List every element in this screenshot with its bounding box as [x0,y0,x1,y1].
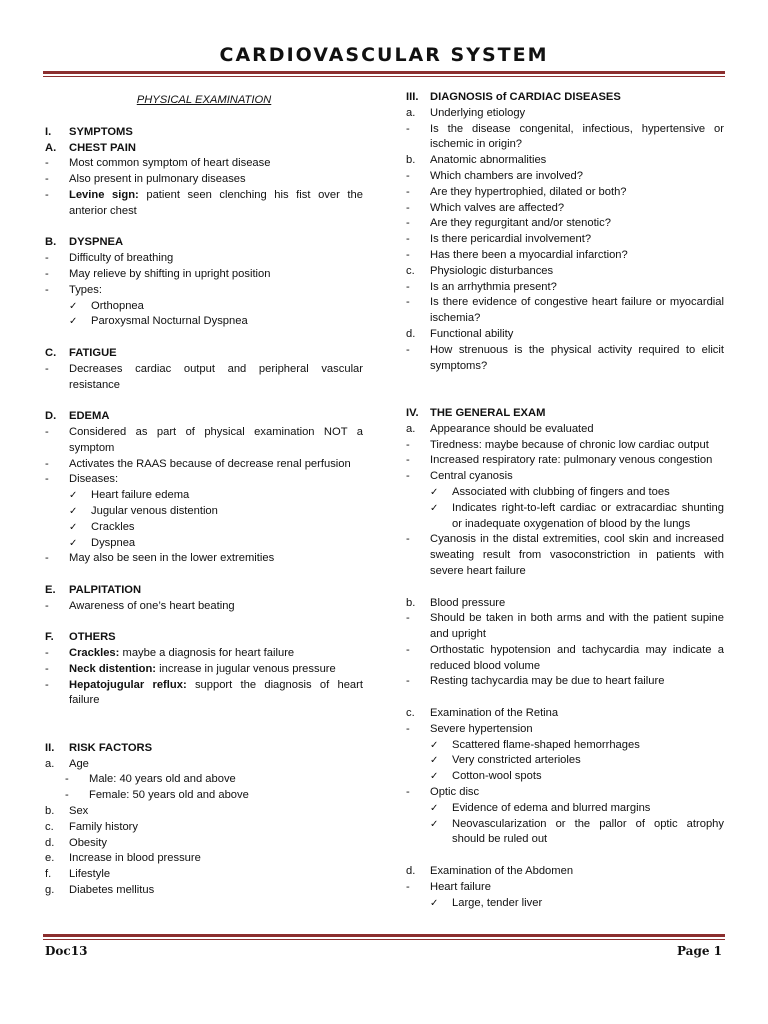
list-item: - Resting tachycardia may be due to heart failure [406,675,665,688]
list-item: - Severe hypertension [406,722,533,735]
check-icon: ✓ [430,502,439,514]
list-item: - Types: [45,283,102,296]
list-item: e. Increase in blood pressure [45,852,201,865]
list-item: b. Sex [45,805,89,818]
list-item: - Is there pericardial involvement? [406,233,592,246]
list-item: - Should be taken in both arms and with the patient supine and upright [406,612,724,641]
header-rule-thin [43,76,725,77]
list-item: - Hepatojugular reflux: support the diagnosis of heart failure [45,678,363,707]
check-icon: ✓ [430,739,439,751]
footer-rule-thin [43,939,725,940]
list-item: g. Diabetes mellitus [45,884,155,897]
left-column [45,90,363,899]
heading-dyspnea: B. DYSPNEA [45,236,124,249]
checklist-item: ✓ Heart failure edema [45,488,363,504]
checklist-item: ✓ Evidence of edema and blurred margins [406,801,724,817]
check-icon: ✓ [69,490,78,502]
check-icon: ✓ [430,755,439,767]
list-item: b. Anatomic abnormalities [406,154,547,167]
check-icon: ✓ [430,486,439,498]
list-item: - Are they hypertrophied, dilated or both? [406,185,627,198]
heading-diagnosis: III. DIAGNOSIS of CARDIAC DISEASES [406,91,621,103]
heading-fatigue: C. FATIGUE [45,346,117,359]
list-item: a. Underlying etiology [406,106,526,119]
list-item: - Most common symptom of heart disease [45,157,271,170]
checklist-item: ✓ Scattered flame-shaped hemorrhages [406,738,724,754]
list-item: - May also be seen in the lower extremities [45,552,275,565]
list-item: d. Examination of the Abdomen [406,865,574,878]
heading-risk-factors: II. RISK FACTORS [45,741,153,754]
check-icon: ✓ [69,300,78,312]
check-icon: ✓ [430,802,439,814]
list-item: - Also present in pulmonary diseases [45,173,246,186]
list-item: b. Blood pressure [406,596,506,609]
list-item: - Female: 50 years old and above [65,789,249,802]
heading-edema: D. EDEMA [45,410,110,423]
list-item: - Considered as part of physical examination NOT a symptom [45,425,363,454]
list-item: - May relieve by shifting in upright position [45,267,271,280]
list-item: - Neck distention: increase in jugular venous pressure [45,662,336,675]
list-item: - Tiredness: maybe because of chronic low cardiac output [406,438,709,451]
list-item: - Has there been a myocardial infarction? [406,248,628,261]
list-item: - Optic disc [406,786,480,799]
heading-general-exam: IV. THE GENERAL EXAM [406,406,546,419]
list-item: - Crackles: maybe a diagnosis for heart failure [45,647,295,660]
list-item: - Decreases cardiac output and peripheral vascular resistance [45,362,363,391]
check-icon: ✓ [430,818,439,830]
list-item: d. Functional ability [406,327,514,340]
list-item: - Heart failure [406,880,491,893]
footer-page-number: Page 1 [676,944,722,958]
list-item: - Activates the RAAS because of decrease renal perfusion [45,457,351,470]
checklist-item: ✓ Paroxysmal Nocturnal Dyspnea [45,314,363,330]
right-column [406,90,724,911]
list-item: - Difficulty of breathing [45,252,174,265]
list-item: f. Lifestyle [45,868,111,881]
check-icon: ✓ [69,537,78,549]
list-item: - Is there evidence of congestive heart failure or myocardial ischemia? [406,296,724,325]
list-item: - Is the disease congenital, infectious, hypertensive or ischemic in origin? [406,122,724,151]
heading-others: F. OTHERS [45,631,116,644]
checklist-item: ✓ Orthopnea [45,299,363,315]
list-item: - Which chambers are involved? [406,169,583,182]
checklist-item: ✓ Very constricted arterioles [406,753,724,769]
footer-doc-id: Doc13 [45,944,88,958]
checklist-item: ✓ Crackles [45,520,363,536]
list-item: a. Age [45,757,89,770]
list-item: - Levine sign: patient seen clenching his fist over the anterior chest [45,188,363,217]
heading-symptoms: I. SYMPTOMS [45,125,133,138]
list-item: - Awareness of one’s heart beating [45,599,235,612]
section-title: PHYSICAL EXAMINATION [136,94,272,106]
list-item: c. Examination of the Retina [406,707,559,720]
list-item: - Orthostatic hypotension and tachycardia may indicate a reduced blood volume [406,643,724,672]
checklist-item: ✓ Jugular venous distention [45,504,363,520]
check-icon: ✓ [430,897,439,909]
list-item: c. Physiologic disturbances [406,264,554,277]
list-item: - Which valves are affected? [406,201,565,214]
list-item: - Are they regurgitant and/or stenotic? [406,217,611,230]
list-item: - Increased respiratory rate: pulmonary venous congestion [406,454,713,467]
page-title: CARDIOVASCULAR SYSTEM [219,44,549,66]
list-item: - How strenuous is the physical activity required to elicit symptoms? [406,343,724,372]
header-rule-thick [43,71,725,74]
list-item: d. Obesity [45,836,107,849]
checklist-item: ✓ Indicates right-to-left cardiac or extracardiac shunting or inadequate oxygenation of blood by the lungs [406,501,724,533]
check-icon: ✓ [69,316,78,328]
checklist-item: ✓ Dyspnea [45,536,363,552]
list-item: c. Family history [45,820,138,833]
footer-rule-thick [43,934,725,937]
check-icon: ✓ [69,505,78,517]
list-item: - Male: 40 years old and above [65,773,236,786]
list-item: - Central cyanosis [406,470,513,483]
list-item: - Diseases: [45,473,119,486]
heading-palpitation: E. PALPITATION [45,583,142,596]
list-item: a. Appearance should be evaluated [406,422,594,435]
checklist-item: ✓ Large, tender liver [406,896,724,912]
checklist-item: ✓ Neovascularization or the pallor of optic atrophy should be ruled out [406,817,724,849]
list-item: - Is an arrhythmia present? [406,280,557,293]
check-icon: ✓ [69,521,78,533]
heading-chest-pain: A. CHEST PAIN [45,141,136,154]
check-icon: ✓ [430,771,439,783]
list-item: - Cyanosis in the distal extremities, cool skin and increased sweating result from vasoconstriction in patients with severe heart failure [406,533,724,577]
checklist-item: ✓ Associated with clubbing of fingers and toes [406,485,724,501]
checklist-item: ✓ Cotton-wool spots [406,769,724,785]
